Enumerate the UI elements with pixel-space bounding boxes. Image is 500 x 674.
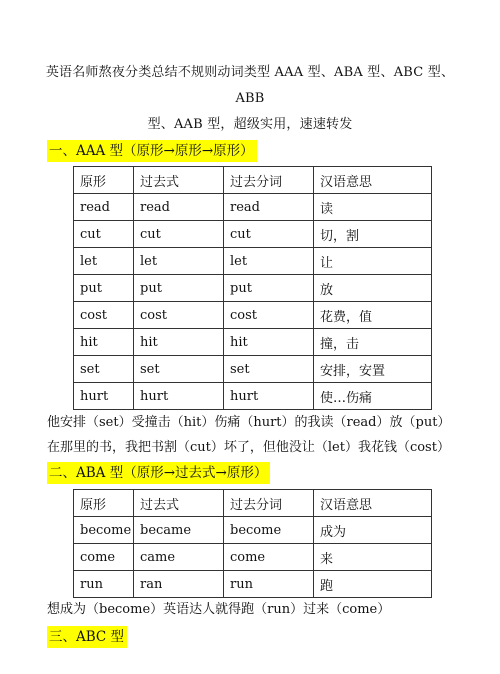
table-cell: cost — [134, 302, 224, 329]
section-heading-aaa: 一、AAA 型（原形→原形→原形） — [47, 140, 257, 162]
table-header-row — [74, 490, 432, 517]
table-cell: become — [224, 517, 314, 544]
table-cell: let — [134, 248, 224, 275]
table-cell: 撞，击 — [314, 329, 432, 356]
table-cell: hit — [134, 329, 224, 356]
mnemonic-line: 他安排（set）受撞击（hit）伤痛（hurt）的我读（read）放（put） — [47, 415, 451, 430]
table-cell: cost — [74, 302, 134, 329]
table-cell: let — [224, 248, 314, 275]
verb-table-aba — [73, 489, 432, 598]
table-cell: set — [134, 356, 224, 383]
table-cell: 读 — [314, 194, 432, 221]
header-chinese-meaning: 汉语意思 — [314, 490, 432, 517]
table-cell: read — [74, 194, 134, 221]
page-title-line-2: 型、AAB 型，超级实用，速速转发 — [147, 117, 353, 132]
table-cell: cut — [74, 221, 134, 248]
table-cell: set — [224, 356, 314, 383]
table-cell: put — [224, 275, 314, 302]
header-past-tense: 过去式 — [134, 490, 224, 517]
table-cell: hit — [224, 329, 314, 356]
header-base-form: 原形 — [74, 490, 134, 517]
page-title-line-1: 英语名师熬夜分类总结不规则动词类型 AAA 型、ABA 型、ABC 型、ABB — [45, 65, 455, 106]
table-row — [74, 275, 432, 302]
header-past-participle: 过去分词 — [224, 167, 314, 194]
table-cell: 切，割 — [314, 221, 432, 248]
header-base-form: 原形 — [74, 167, 134, 194]
table-cell: put — [74, 275, 134, 302]
table-cell: hit — [74, 329, 134, 356]
table-cell: 花费，值 — [314, 302, 432, 329]
section-heading-aba: 二、ABA 型（原形→过去式→原形） — [47, 462, 270, 484]
mnemonic-aaa — [47, 410, 467, 460]
table-row — [74, 329, 432, 356]
table-row — [74, 517, 432, 544]
table-cell: read — [134, 194, 224, 221]
table-row — [74, 544, 432, 571]
verb-table-aaa — [73, 166, 432, 410]
table-cell: cost — [224, 302, 314, 329]
table-cell: set — [74, 356, 134, 383]
table-cell: put — [134, 275, 224, 302]
table-cell: 安排，安置 — [314, 356, 432, 383]
table-cell: 让 — [314, 248, 432, 275]
table-row — [74, 356, 432, 383]
table-cell: hurt — [224, 383, 314, 410]
table-header-row — [74, 167, 432, 194]
mnemonic-aba — [47, 597, 467, 622]
table-row — [74, 221, 432, 248]
table-cell: run — [224, 571, 314, 598]
table-cell: read — [224, 194, 314, 221]
table-cell: 成为 — [314, 517, 432, 544]
table-cell: 来 — [314, 544, 432, 571]
table-cell: ran — [134, 571, 224, 598]
table-row — [74, 194, 432, 221]
table-cell: became — [134, 517, 224, 544]
table-cell: 跑 — [314, 571, 432, 598]
header-past-tense: 过去式 — [134, 167, 224, 194]
table-cell: run — [74, 571, 134, 598]
table-cell: cut — [224, 221, 314, 248]
section-heading-abc: 三、ABC 型 — [47, 626, 127, 648]
table-cell: hurt — [74, 383, 134, 410]
table-row — [74, 383, 432, 410]
table-cell: hurt — [134, 383, 224, 410]
table-row — [74, 571, 432, 598]
table-cell: come — [224, 544, 314, 571]
table-row — [74, 302, 432, 329]
table-cell: 放 — [314, 275, 432, 302]
table-cell: become — [74, 517, 134, 544]
table-cell: come — [74, 544, 134, 571]
header-chinese-meaning: 汉语意思 — [314, 167, 432, 194]
header-past-participle: 过去分词 — [224, 490, 314, 517]
table-cell: 使…伤痛 — [314, 383, 432, 410]
page-title — [40, 60, 460, 138]
table-cell: let — [74, 248, 134, 275]
table-row — [74, 248, 432, 275]
mnemonic-line: 想成为（become）英语达人就得跑（run）过来（come） — [47, 602, 391, 617]
table-cell: cut — [134, 221, 224, 248]
table-cell: came — [134, 544, 224, 571]
mnemonic-line: 在那里的书，我把书割（cut）坏了，但他没让（let）我花钱（cost） — [47, 440, 450, 455]
